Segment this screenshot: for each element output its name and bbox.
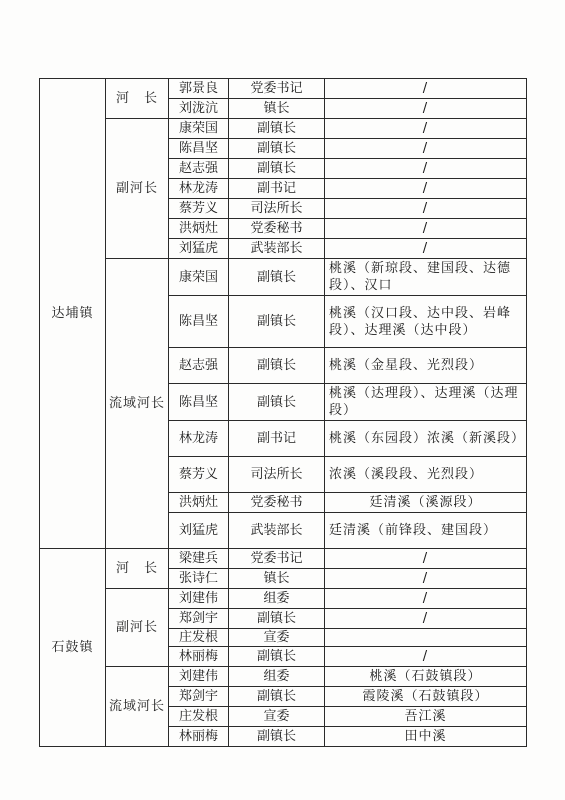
- position-cell: 副镇长: [229, 384, 325, 421]
- position-cell: 武装部长: [229, 513, 325, 549]
- table-row: [40, 259, 527, 296]
- person-name-cell: 陈昌坚: [169, 384, 229, 421]
- position-cell: 副镇长: [229, 687, 325, 707]
- river-section-cell: /: [325, 609, 527, 629]
- position-cell: 副镇长: [229, 296, 325, 348]
- position-cell: 副镇长: [229, 159, 325, 179]
- river-section-cell: /: [325, 569, 527, 589]
- person-name-cell: 洪炳灶: [169, 219, 229, 239]
- person-name-cell: 康荣国: [169, 259, 229, 296]
- position-cell: 党委秘书: [229, 219, 325, 239]
- position-cell: 武装部长: [229, 239, 325, 259]
- town-name-cell: 达埔镇: [40, 79, 106, 549]
- position-cell: 司法所长: [229, 199, 325, 219]
- position-cell: 副镇长: [229, 119, 325, 139]
- river-section-cell: /: [325, 99, 527, 119]
- position-cell: 副镇长: [229, 259, 325, 296]
- table-row: [40, 119, 527, 139]
- role-cell: 副河长: [106, 589, 169, 667]
- river-section-cell: /: [325, 79, 527, 99]
- person-name-cell: 赵志强: [169, 159, 229, 179]
- person-name-cell: 刘猛虎: [169, 239, 229, 259]
- river-chief-table: [39, 78, 527, 747]
- river-section-cell: 桃溪（东园段）浓溪（新溪段）: [325, 421, 527, 457]
- role-cell: 流域河长: [106, 259, 169, 549]
- river-section-cell: [325, 629, 527, 647]
- table-row: [40, 667, 527, 687]
- position-cell: 副书记: [229, 421, 325, 457]
- person-name-cell: 郭景良: [169, 79, 229, 99]
- position-cell: 副镇长: [229, 609, 325, 629]
- person-name-cell: 蔡芳义: [169, 457, 229, 493]
- position-cell: 副镇长: [229, 139, 325, 159]
- person-name-cell: 林龙涛: [169, 179, 229, 199]
- position-cell: 党委书记: [229, 79, 325, 99]
- role-cell: 流域河长: [106, 667, 169, 747]
- person-name-cell: 洪炳灶: [169, 493, 229, 513]
- role-cell: 河 长: [106, 549, 169, 589]
- position-cell: 副书记: [229, 179, 325, 199]
- river-section-cell: /: [325, 647, 527, 667]
- person-name-cell: 康荣国: [169, 119, 229, 139]
- position-cell: 宣委: [229, 629, 325, 647]
- person-name-cell: 赵志强: [169, 348, 229, 384]
- river-section-cell: 吾江溪: [325, 707, 527, 727]
- town-name-cell: 石鼓镇: [40, 549, 106, 747]
- river-section-cell: /: [325, 239, 527, 259]
- position-cell: 组委: [229, 589, 325, 609]
- person-name-cell: 刘猛虎: [169, 513, 229, 549]
- person-name-cell: 刘泷沆: [169, 99, 229, 119]
- position-cell: 副镇长: [229, 727, 325, 747]
- person-name-cell: 陈昌坚: [169, 296, 229, 348]
- river-section-cell: 桃溪（新琼段、建国段、达德段）、汉口: [325, 259, 527, 296]
- river-section-cell: 田中溪: [325, 727, 527, 747]
- person-name-cell: 林丽梅: [169, 727, 229, 747]
- person-name-cell: 庄发根: [169, 629, 229, 647]
- position-cell: 组委: [229, 667, 325, 687]
- table-row: [40, 79, 527, 99]
- role-cell: 河 长: [106, 79, 169, 119]
- position-cell: 宣委: [229, 707, 325, 727]
- person-name-cell: 林龙涛: [169, 421, 229, 457]
- river-section-cell: 桃溪（汉口段、达中段、岩峰段）、达理溪（达中段）: [325, 296, 527, 348]
- river-section-cell: 桃溪（达理段）、达理溪（达理段）: [325, 384, 527, 421]
- river-section-cell: 桃溪（金星段、光烈段）: [325, 348, 527, 384]
- person-name-cell: 刘建伟: [169, 589, 229, 609]
- position-cell: 副镇长: [229, 647, 325, 667]
- person-name-cell: 陈昌坚: [169, 139, 229, 159]
- river-section-cell: 廷清溪（前锋段、建国段）: [325, 513, 527, 549]
- river-section-cell: /: [325, 219, 527, 239]
- river-section-cell: /: [325, 139, 527, 159]
- person-name-cell: 梁建兵: [169, 549, 229, 569]
- person-name-cell: 张诗仁: [169, 569, 229, 589]
- river-section-cell: 桃溪（石鼓镇段）: [325, 667, 527, 687]
- person-name-cell: 庄发根: [169, 707, 229, 727]
- person-name-cell: 郑剑宇: [169, 687, 229, 707]
- role-cell: 副河长: [106, 119, 169, 259]
- river-section-cell: /: [325, 179, 527, 199]
- position-cell: 司法所长: [229, 457, 325, 493]
- river-section-cell: 廷清溪（溪源段）: [325, 493, 527, 513]
- river-section-cell: /: [325, 199, 527, 219]
- table-row: [40, 549, 527, 569]
- table-body: [40, 79, 527, 747]
- table-row: [40, 589, 527, 609]
- river-section-cell: /: [325, 549, 527, 569]
- position-cell: 镇长: [229, 99, 325, 119]
- river-section-cell: /: [325, 119, 527, 139]
- river-section-cell: /: [325, 589, 527, 609]
- position-cell: 党委书记: [229, 549, 325, 569]
- person-name-cell: 郑剑宇: [169, 609, 229, 629]
- position-cell: 镇长: [229, 569, 325, 589]
- river-section-cell: 浓溪（溪段段、光烈段）: [325, 457, 527, 493]
- position-cell: 党委秘书: [229, 493, 325, 513]
- position-cell: 副镇长: [229, 348, 325, 384]
- river-section-cell: 霞陵溪（石鼓镇段）: [325, 687, 527, 707]
- person-name-cell: 刘建伟: [169, 667, 229, 687]
- person-name-cell: 蔡芳义: [169, 199, 229, 219]
- river-section-cell: /: [325, 159, 527, 179]
- person-name-cell: 林丽梅: [169, 647, 229, 667]
